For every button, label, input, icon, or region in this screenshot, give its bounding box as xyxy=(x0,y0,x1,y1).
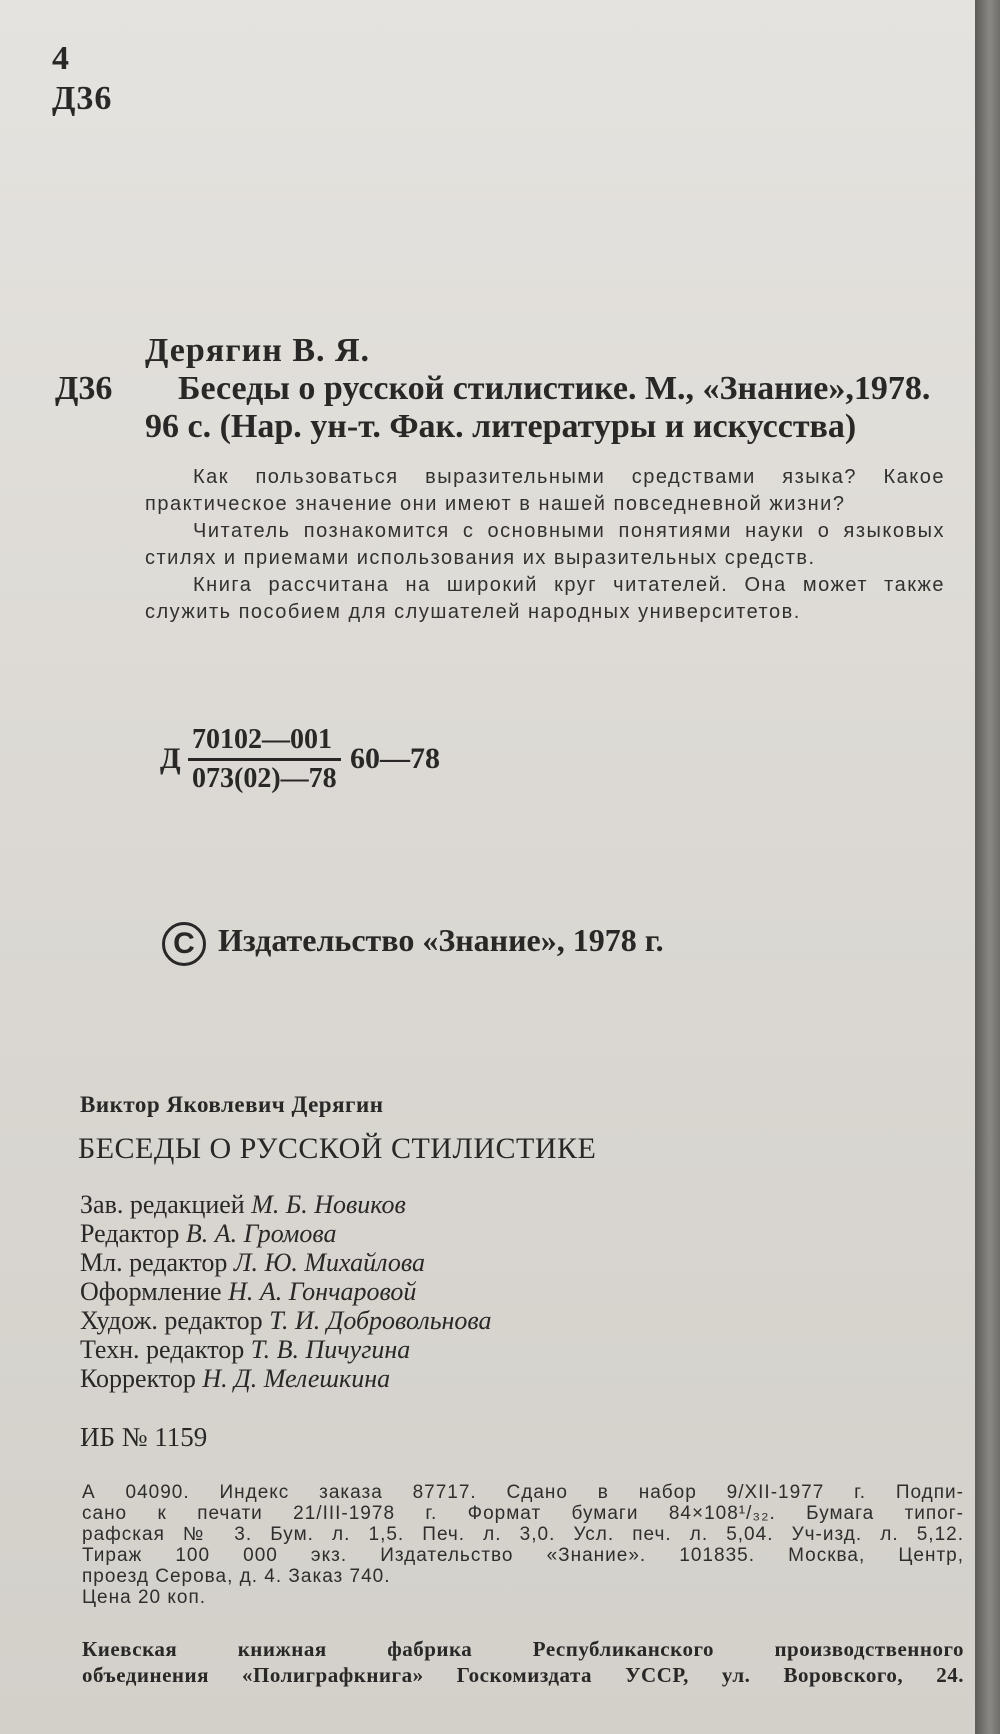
print-line: проезд Серова, д. 4. Заказ 740. xyxy=(82,1566,391,1587)
staff-row xyxy=(80,1335,492,1364)
card-author: Дерягин В. Я. xyxy=(145,332,371,369)
index-tail: 60—78 xyxy=(350,742,440,775)
staff-person: Т. И. Добровольнова xyxy=(269,1306,492,1335)
copyright-icon: C xyxy=(162,922,206,966)
staff-person: М. Б. Новиков xyxy=(251,1190,406,1219)
price-line: Цена 20 коп. xyxy=(82,1587,207,1608)
card-code: Д36 xyxy=(55,370,113,407)
staff-person: Н. А. Гончаровой xyxy=(228,1277,417,1306)
classification-number: 4 xyxy=(52,40,70,77)
annotation xyxy=(145,464,945,626)
staff-role: Редактор xyxy=(80,1219,180,1248)
staff-role: Техн. редактор xyxy=(80,1335,245,1364)
staff-role: Худож. редактор xyxy=(80,1306,263,1335)
index-denominator: 073(02)—78 xyxy=(192,763,337,794)
staff-row xyxy=(80,1306,492,1335)
imprint-author: Виктор Яковлевич Дерягин xyxy=(80,1092,384,1117)
card-title-line: Беседы о русской стилистике. М., «Знание»,1978. xyxy=(178,370,931,407)
staff-person: Т. В. Пичугина xyxy=(250,1335,411,1364)
annotation-paragraph: Читатель познакомится с основными понятиями науки о языковых стилях и приемами использования их выразительных средств. xyxy=(145,520,945,569)
staff-row xyxy=(80,1364,492,1393)
staff-row xyxy=(80,1219,492,1248)
card-pages-line: 96 с. (Нар. ун-т. Фак. литературы и искусства) xyxy=(145,408,857,445)
staff-role: Корректор xyxy=(80,1364,196,1393)
index-numerator: 70102—001 xyxy=(188,724,341,761)
staff-row xyxy=(80,1190,492,1219)
staff-person: В. А. Громова xyxy=(185,1219,337,1248)
print-line: сано к печати 21/III-1978 г. Формат бумаги 84×108¹/₃₂. Бумага типог- xyxy=(82,1503,964,1524)
staff-role: Оформление xyxy=(80,1277,222,1306)
annotation-paragraph: Как пользоваться выразительными средствами языка? Какое практическое значение они имеют в нашей повседневной жизни? xyxy=(145,466,945,515)
factory-line: Киевская книжная фабрика Республиканского производственного xyxy=(82,1637,964,1661)
annotation-paragraph: Книга рассчитана на широкий круг читателей. Она может также служить пособием для слушателей народных университетов. xyxy=(145,574,945,623)
print-line: А 04090. Индекс заказа 87717. Сдано в набор 9/XII-1977 г. Подпи- xyxy=(82,1482,964,1503)
staff-role: Мл. редактор xyxy=(80,1248,228,1277)
index-letter: Д xyxy=(160,742,181,775)
ib-number: ИБ № 1159 xyxy=(80,1422,208,1452)
staff-person: Л. Ю. Михайлова xyxy=(233,1248,425,1277)
print-line: Тираж 100 000 экз. Издательство «Знание». 101835. Москва, Центр, xyxy=(82,1545,964,1566)
staff-row xyxy=(80,1277,492,1306)
staff-row xyxy=(80,1248,492,1277)
classification-code: Д36 xyxy=(52,80,113,117)
print-line: рафская № 3. Бум. л. 1,5. Печ. л. 3,0. Усл. печ. л. 5,04. Уч-изд. л. 5,12. xyxy=(82,1524,964,1545)
staff-person: Н. Д. Мелешкина xyxy=(202,1364,391,1393)
printing-house xyxy=(82,1636,964,1688)
page-edge-shadow xyxy=(975,0,1000,1734)
imprint-title: БЕСЕДЫ О РУССКОЙ СТИЛИСТИКЕ xyxy=(78,1132,597,1165)
copyright-line: Издательство «Знание», 1978 г. xyxy=(218,922,664,958)
staff-role: Зав. редакцией xyxy=(80,1190,245,1219)
print-details xyxy=(82,1482,964,1608)
index-fraction xyxy=(188,724,341,795)
factory-line: объединения «Полиграфкнига» Госкомиздата УССР, ул. Воровского, 24. xyxy=(82,1663,964,1687)
staff-list xyxy=(80,1190,492,1393)
